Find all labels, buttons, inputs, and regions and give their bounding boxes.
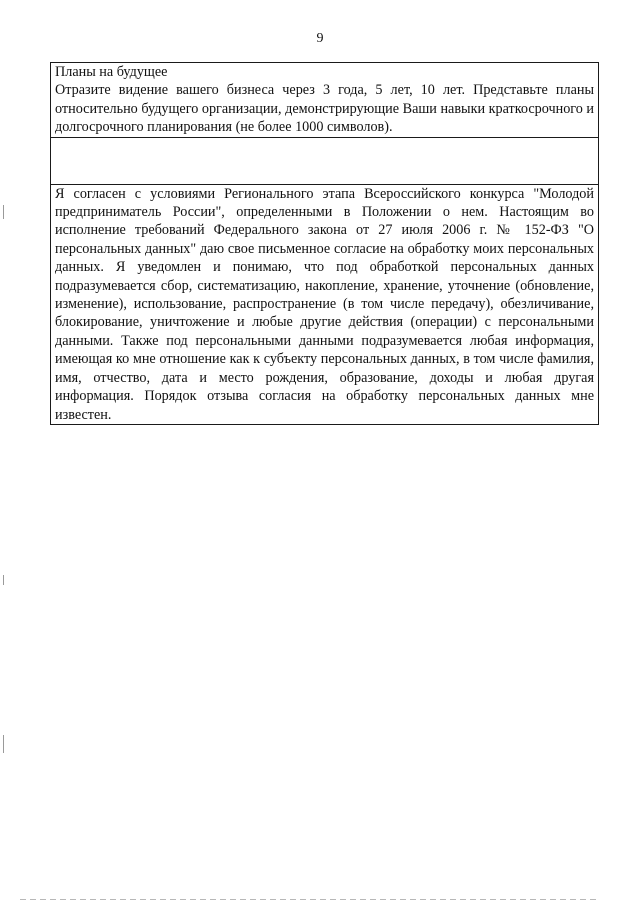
scan-edge-mark [3,205,4,219]
consent-cell [51,184,599,424]
consent-text: Я согласен с условиями Регионального этапа Всероссийского конкурса "Молодой предприниматель России", определенными в Положении о нем. Настоящим во исполнение требований Федерального закона от 27 июля 2006 г. № 152-ФЗ "О персональных данных" даю свое письменное согласие на обработку моих персональных данных. Я уведомлен и понимаю, что под обработкой персональных данных подразумевается сбор, систематизацию, накопление, хранение, уточнение (обновление, изменение), использование, распространение (в том числе передачу), обезличивание, блокирование, уничтожение и любые другие действия (операции) с персональными данными. Также под персональными данными подразумевается любая информация, имеющая ко мне отношение как к субъекту персональных данных, в том числе фамилия, имя, отчество, дата и место рождения, образование, доходы и любая другая информация. Порядок отзыва согласия на обработку персональных данных мне известен. [55,185,594,423]
scan-bottom-edge [20,899,600,900]
plans-heading: Планы на будущее [55,64,168,80]
plans-description: Отразите видение вашего бизнеса через 3 года, 5 лет, 10 лет. Представьте планы относительно будущего организации, демонстрирующие Ваши навыки краткосрочного и долгосрочного планирования (не более 1000 символов). [55,82,594,136]
scan-edge-mark [3,735,4,753]
plans-answer-field[interactable] [51,137,599,184]
plans-row [51,63,599,138]
form-table [50,62,599,425]
scan-edge-mark [3,575,4,585]
answer-row [51,137,599,184]
consent-row [51,184,599,424]
page-number: 9 [316,31,324,46]
plans-cell [51,63,599,138]
